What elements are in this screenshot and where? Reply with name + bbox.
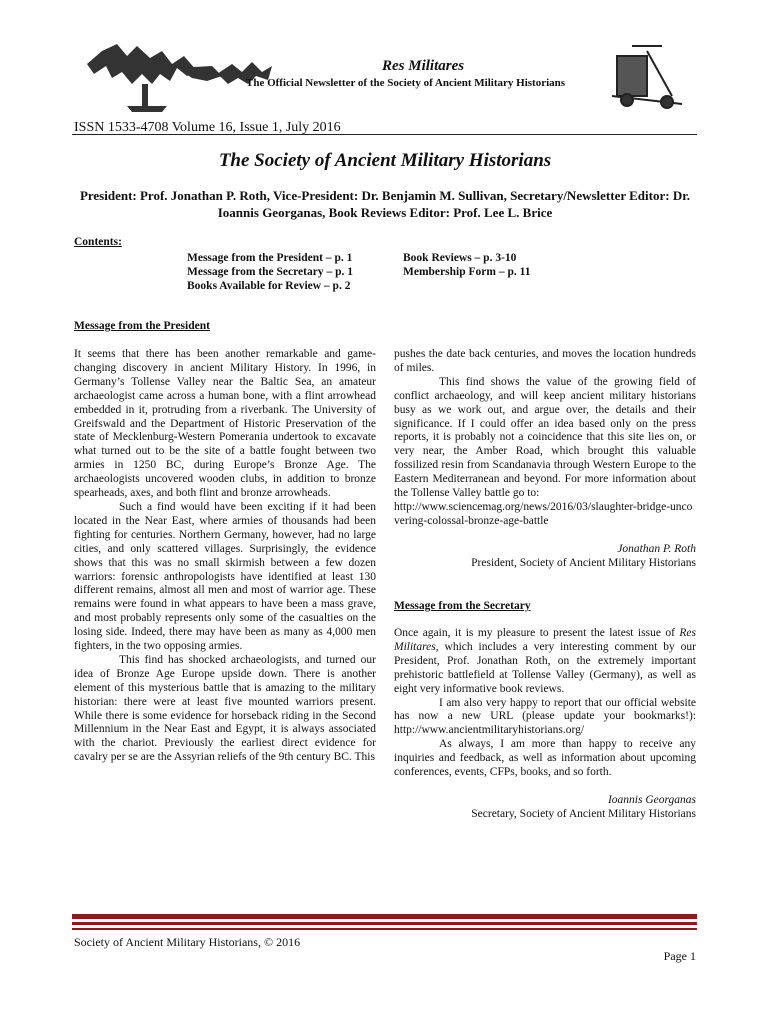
toc-right-column: [403, 251, 530, 279]
footer-rule: [72, 922, 697, 925]
president-paragraph: Such a find would have been exciting if it had been located in the Near East, where armies of thousands had been fighting for centuries. Northern Germany, however, had no large cities, and only scattered villages. Surprisingly, the evidence shows that this was no small skirmish between a few dozen warriors: forensic anthropologists have identified at least 130 different remains, almost all men and most of warrior age. These remains were found in what appears to have been a mass grave, and most probably represents only some of the casualties on the losing side. Indeed, there may have been as many as 4,000 men fighters, in the two opposing armies.: [74, 500, 376, 653]
page-number: Page 1: [663, 949, 696, 963]
president-paragraph: It seems that there has been another remarkable and game-changing discovery in ancient Military History. In 1996, in Germany’s Tollense Valley near the Baltic Sea, an amateur archaeologist came across a human bone, with a flint arrowhead embedded in it, protruding from a riverbank. The University of Greifswald and the Department of Historic Preservation of the state of Mecklenburg-Western Pomerania undertook to excavate what turned out to be the site of a battle fought between two armies in 1250 BC, during Europe’s Bronze Age. The archaeologists uncovered wooden clubs, in addition to bronze spearheads, axes, and both flint and bronze arrowheads.: [74, 348, 376, 500]
issue-line: ISSN 1533-4708 Volume 16, Issue 1, July 2016: [74, 120, 341, 135]
newsletter-name: Res Militares: [394, 627, 696, 653]
society-title: The Society of Ancient Military Historians: [218, 150, 552, 171]
secretary-signature-title: Secretary, Society of Ancient Military Historians: [471, 807, 696, 820]
secretary-paragraph: Once again, it is my pleasure to present the latest issue of Res Militares, which includes a very interesting comment by our President, Prof. Jonathan Roth, on the extremely important prehistoric battlefield at Tollense Valley (Germany), as well as eight very informative book reviews.: [394, 627, 696, 695]
toc-item[interactable]: Message from the President – p. 1: [187, 252, 353, 264]
toc-item[interactable]: Message from the Secretary – p. 1: [187, 266, 353, 278]
tollense-article-link[interactable]: http://www.sciencemag.org/news/2016/03/slaughter-bridge-uncovering-colossal-bronze-age-battle: [394, 500, 693, 527]
masthead-title: Res Militares: [382, 58, 465, 74]
president-column-left: [74, 348, 376, 765]
toc-item[interactable]: Membership Form – p. 11: [403, 266, 531, 278]
toc-item[interactable]: Book Reviews – p. 3-10: [403, 252, 517, 264]
footer-copyright: Society of Ancient Military Historians, © 2016: [74, 935, 301, 949]
footer-rule: [72, 914, 697, 919]
president-column-right: [394, 348, 696, 571]
contents-label: Contents:: [74, 236, 122, 248]
president-signature-title: President, Society of Ancient Military Historians: [471, 556, 696, 569]
officers-list: President: Prof. Jonathan P. Roth, Vice-President: Dr. Benjamin M. Sullivan, Secretary/Newsletter Editor: Dr. Ioannis Georganas, Book Reviews Editor: Prof. Lee L. Brice: [79, 188, 691, 220]
president-heading: Message from the President: [74, 320, 210, 332]
masthead-subtitle: The Official Newsletter of the Society of Ancient Military Historians: [246, 77, 566, 89]
president-paragraph: This find has shocked archaeologists, and turned our idea of Bronze Age Europe upside down. There is another element of this mysterious battle that is amazing to the military historian: there were at least five mounted warriors present. While there is some evidence for horseback riding in the Second Millennium in the Near East and Egypt, it is always associated with the chariot. Previously the earliest direct evidence for cavalry per se are the Assyrian reliefs of the 9th century BC. This: [74, 653, 376, 764]
secretary-paragraph: As always, I am more than happy to receive any inquiries and feedback, as well as information about upcoming conferences, events, CFPs, books, and so forth.: [394, 738, 696, 779]
toc-left-column: [187, 251, 353, 293]
president-paragraph: This find shows the value of the growing field of conflict archaeology, and will keep ancient military historians busy as we work out, and argue over, the details and their significance. If I could offer an idea based only on the press reports, it is probably not a coincidence that this site lies on, or very near, the Amber Road, which brought this valuable fossilized resin from Scandanavia through Western Europe to the Eastern Mediterranean and beyond. For more information about the Tollense Valley battle go to:: [394, 375, 696, 500]
secretary-paragraph: I am also very happy to report that our official website has now a new URL (please update your bookmarks!): http://www.ancientmilitaryhistorians.org/: [394, 696, 696, 737]
masthead: [72, 36, 697, 126]
eagle-emblem-left: [87, 44, 222, 112]
president-paragraph: pushes the date back centuries, and moves the location hundreds of miles.: [394, 348, 696, 374]
secretary-signature-name: Ioannis Georganas: [607, 793, 696, 806]
footer-rule: [72, 928, 697, 930]
secretary-signature: [394, 794, 696, 822]
siege-engine-icon: [612, 46, 682, 108]
president-signature: [394, 543, 696, 571]
president-signature-name: Jonathan P. Roth: [617, 542, 696, 555]
secretary-heading: Message from the Secretary: [394, 600, 531, 612]
toc-item[interactable]: Books Available for Review – p. 2: [187, 280, 351, 292]
secretary-column: [394, 627, 696, 822]
